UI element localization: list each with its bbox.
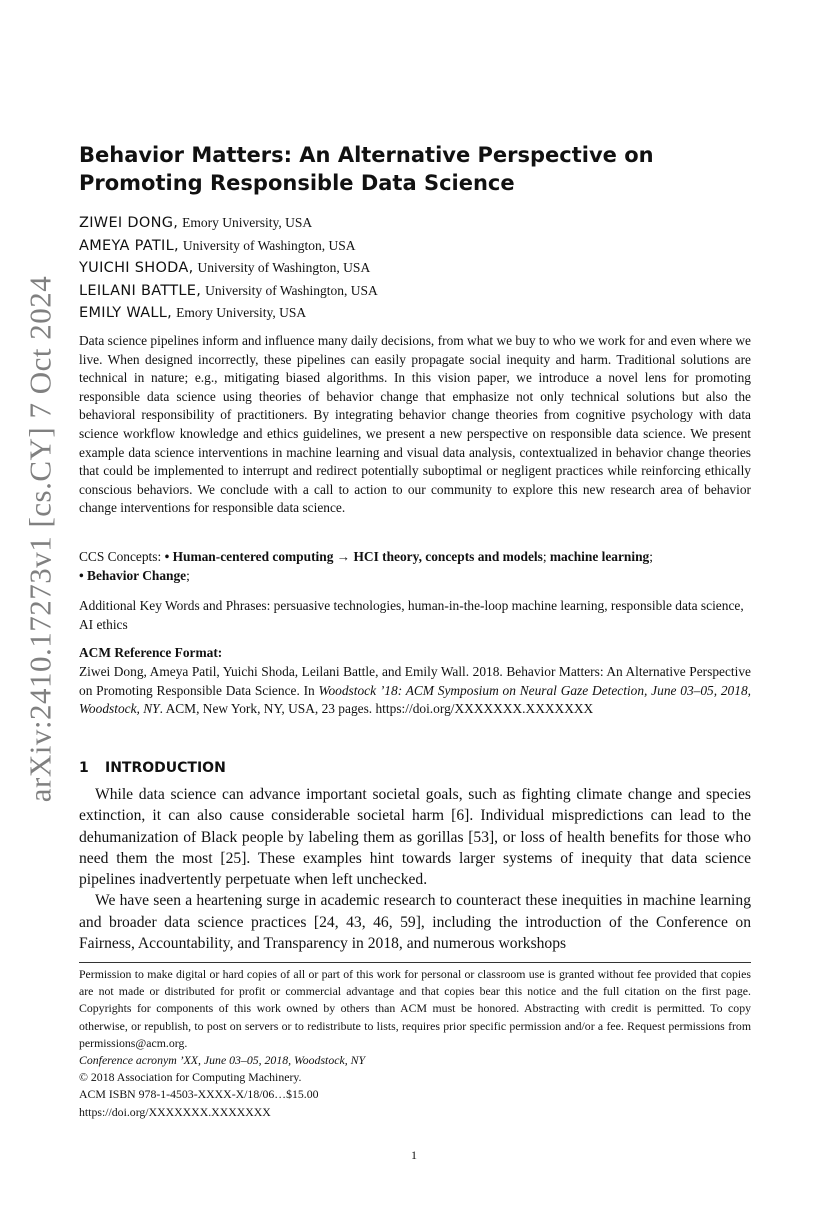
copyright-notice: © 2018 Association for Computing Machinery. bbox=[79, 1070, 302, 1085]
permission-notice: Permission to make digital or hard copies of all or part of this work for personal or classroom use is granted without fee provided that copies are not made or distributed for profit or commercial advantage and that copies bear this notice and the full citation on the first page. Copyrights for components of this work owned by others than ACM must be honored. Abstracting with credit is permitted. To copy otherwise, or republish, to post on servers or to redistribute to lists, requires prior specific permission and/or a fee. Request permissions from permissions@acm.org. bbox=[79, 967, 751, 1050]
author-name: YUICHI SHODA, bbox=[79, 260, 194, 276]
conference-text: Conference acronym ’XX, June 03–05, 2018, Woodstock, NY bbox=[79, 1053, 366, 1068]
acm-reference-text: Ziwei Dong, Ameya Patil, Yuichi Shoda, Leilani Battle, and Emily Wall. 2018. Behavior Matters: An Alternative Perspective on Promoting Responsible Data Science. In bbox=[79, 664, 751, 698]
author-affiliation: Emory University, USA bbox=[176, 305, 307, 320]
author-affiliation: University of Washington, USA bbox=[197, 260, 371, 275]
author-name: LEILANI BATTLE, bbox=[79, 282, 202, 299]
acm-reference-text[interactable]: . ACM, New York, NY, USA, 23 pages. https://doi.org/XXXXXXX.XXXXXXX bbox=[159, 701, 594, 717]
author-name: ZIWEI DONG, bbox=[79, 215, 179, 231]
acm-reference-heading: ACM Reference Format: bbox=[79, 645, 223, 660]
footnote bbox=[79, 966, 751, 1121]
ccs-separator: ; bbox=[649, 549, 653, 564]
ccs-concept: • Behavior Change bbox=[79, 567, 187, 583]
keywords: Additional Key Words and Phrases: persuasive technologies, human-in-the-loop machine learning, responsible data science, AI ethics bbox=[79, 598, 744, 632]
author-entry bbox=[79, 302, 751, 325]
author-entry bbox=[79, 212, 751, 235]
ccs-concepts bbox=[79, 548, 751, 585]
author-list bbox=[79, 212, 751, 325]
paragraph: While data science can advance important societal goals, such as fighting climate change and species extinction, it can also cause considerable societal harm [6]. Individual mispredictions can lead to the dehumanization of Black people by labeling them as gorillas [53], or loss of health benefits for those who need them the most [25]. These examples hint towards larger systems of inequity that data science pipelines inadvertently perpetuate when left unchecked. bbox=[79, 786, 751, 889]
author-entry bbox=[79, 235, 751, 258]
ccs-label: CCS Concepts: bbox=[79, 549, 165, 564]
ccs-separator: ; bbox=[186, 567, 190, 583]
author-affiliation: University of Washington, USA bbox=[182, 237, 356, 253]
paragraph: We have seen a heartening surge in academic research to counteract these inequities in machine learning and broader data science practices [24, 43, 46, 59], including the introduction of the Conference on Fairness, Accountability, and Transparency in 2018, and numerous workshops bbox=[79, 892, 751, 953]
author-affiliation: Emory University, USA bbox=[182, 215, 313, 230]
author-entry bbox=[79, 280, 751, 303]
acm-reference bbox=[79, 663, 751, 719]
author-name: EMILY WALL, bbox=[79, 305, 173, 321]
ccs-separator: ; bbox=[542, 549, 550, 564]
conference-info bbox=[79, 1052, 751, 1069]
section-title: INTRODUCTION bbox=[105, 760, 226, 776]
abstract: Data science pipelines inform and influence many daily decisions, from what we buy to who we work for and even where we live. When designed incorrectly, these pipelines can easily propagate social inequity and harm. Traditional solutions are technical in nature; e.g., mitigating biased algorithms. In this vision paper, we introduce a novel lens for promoting responsible data science using theories of behavior change that emphasize not only technical solutions but also the behavioral responsibility of practitioners. By integrating behavior change theories from cognitive psychology with data science workflow knowledge and ethics guidelines, we present a new perspective on responsible data science. We present example data science interventions in machine learning and visual data analysis, contextualized in behavior change theories that could be implemented to interrupt and redirect potentially suboptimal or negligent practices while reinforcing ethically conscious behaviors. We conclude with a call to action to our community to explore this new research area of behavior change interventions for responsible data science. bbox=[79, 333, 751, 516]
arxiv-identifier[interactable]: arXiv:2410.17273v1 [cs.CY] 7 Oct 2024 bbox=[22, 275, 57, 803]
footnote-rule bbox=[79, 962, 751, 963]
paper-title: Behavior Matters: An Alternative Perspective on Promoting Responsible Data Science bbox=[79, 143, 654, 195]
section-number: 1 bbox=[79, 760, 89, 776]
ccs-concept: machine learning bbox=[549, 549, 650, 564]
author-name: AMEYA PATIL, bbox=[79, 237, 179, 254]
arxiv-stamp bbox=[10, 236, 70, 842]
isbn: ACM ISBN 978-1-4503-XXXX-X/18/06…$15.00 bbox=[79, 1087, 319, 1102]
author-affiliation: University of Washington, USA bbox=[205, 282, 378, 298]
body-text bbox=[79, 784, 751, 954]
page-number: 1 bbox=[411, 1148, 417, 1162]
doi-link[interactable]: https://doi.org/XXXXXXX.XXXXXXX bbox=[79, 1104, 271, 1119]
ccs-concept: • Human-centered computing → HCI theory, concepts and models bbox=[164, 549, 543, 564]
author-entry bbox=[79, 257, 751, 280]
section-heading bbox=[79, 760, 226, 776]
acm-reference-venue: Woodstock ’18: ACM Symposium on Neural Gaze Detection, June 03–05, 2018, Woodstock, NY bbox=[79, 682, 751, 717]
